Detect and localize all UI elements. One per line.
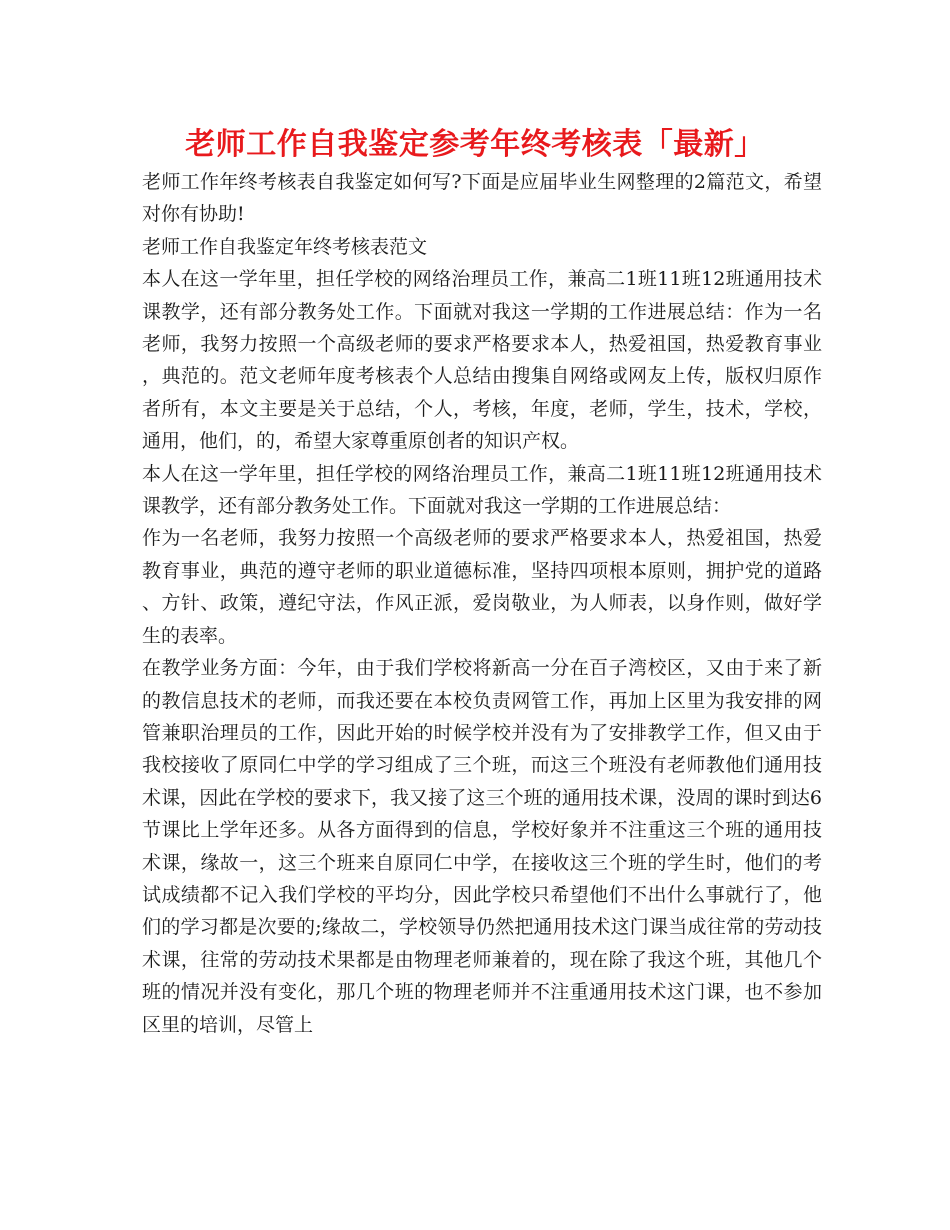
body-paragraph: 本人在这一学年里，担任学校的网络治理员工作，兼高二1班11班12班通用技术课教学，还有部分教务处工作。下面就对我这一学期的工作进展总结： bbox=[142, 462, 822, 518]
document-title: 老师工作自我鉴定参考年终考核表「最新」 bbox=[185, 127, 765, 162]
body-paragraph: 在教学业务方面：今年，由于我们学校将新高一分在百子湾校区，又由于来了新的教信息技术的老师，而我还要在本校负责网管工作，再加上区里为我安排的网管兼职治理员的工作，因此开始的时候学校并没有为了安排教学工作，但又由于我校接收了原同仁中学的学习组成了三个班，而这三个班没有老师教他们通用技术课，因此在学校的要求下，我又接了这三个班的通用技术课，没周的课时到达6节课比上学年还多。从各方面得到的信息，学校好象并不注重这三个班的通用技术课，缘故一，这三个班来自原同仁中学，在接收这三个班的学生时，他们的考试成绩都不记入我们学校的平均分，因此学校只希望他们不出什么事就行了，他们的学习都是次要的;缘故二，学校领导仍然把通用技术这门课当成往常的劳动技术课，往常的劳动技术果都是由物理老师兼着的，现在除了我这个班，其他几个班的情况并没有变化，那几个班的物理老师并不注重通用技术这门课，也不参加区里的培训，尽管上 bbox=[142, 657, 822, 1036]
body-paragraph: 本人在这一学年里，担任学校的网络治理员工作，兼高二1班11班12班通用技术课教学，还有部分教务处工作。下面就对我这一学期的工作进展总结：作为一名老师，我努力按照一个高级老师的要求严格要求本人，热爱祖国，热爱教育事业，典范的。范文老师年度考核表个人总结由搜集自网络或网友上传，版权归原作者所有，本文主要是关于总结，个人，考核，年度，老师，学生，技术，学校，通用，他们，的，希望大家尊重原创者的知识产权。 bbox=[142, 268, 822, 453]
document-body bbox=[142, 166, 822, 1041]
body-paragraph: 作为一名老师，我努力按照一个高级老师的要求严格要求本人，热爱祖国，热爱教育事业，典范的遵守老师的职业道德标准，坚持四项根本原则，拥护党的道路、方针、政策，遵纪守法，作风正派，爱岗敬业，为人师表，以身作则，做好学生的表率。 bbox=[142, 527, 822, 647]
intro-paragraph: 老师工作年终考核表自我鉴定如何写?下面是应届毕业生网整理的2篇范文，希望对你有协助! bbox=[142, 171, 822, 226]
section-heading: 老师工作自我鉴定年终考核表范文 bbox=[142, 235, 428, 258]
